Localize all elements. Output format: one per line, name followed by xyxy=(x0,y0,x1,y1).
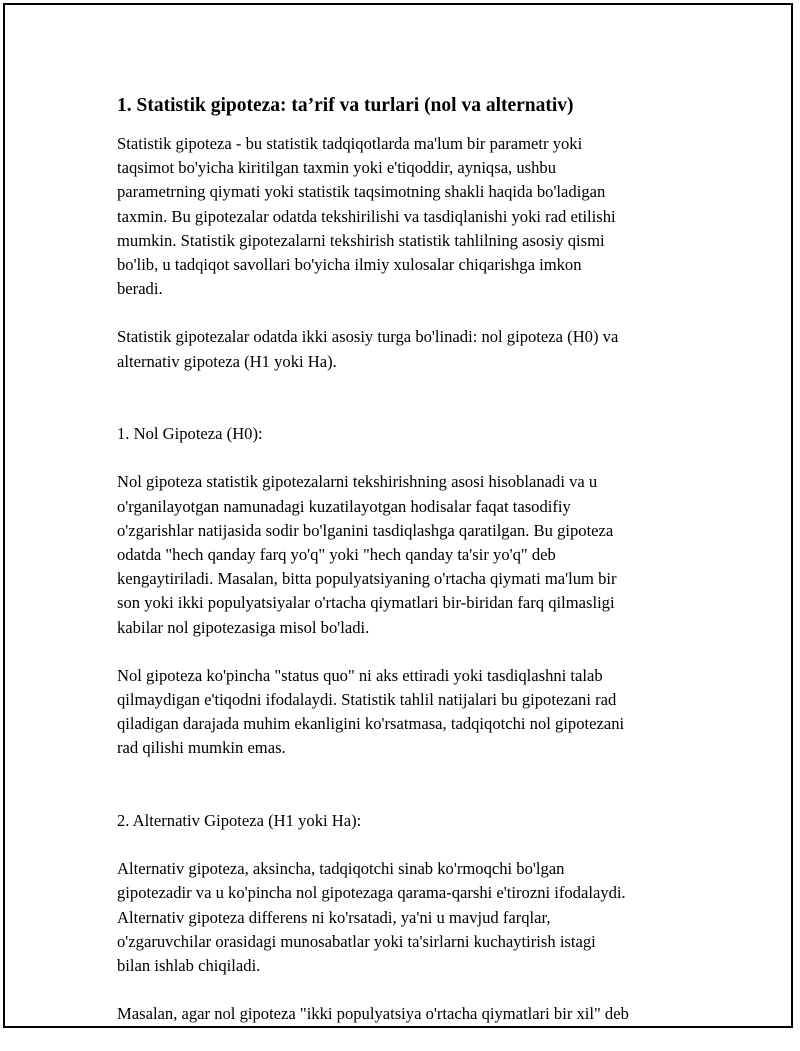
null-hypothesis-section xyxy=(117,398,697,640)
section-title: 1. Statistik gipoteza: ta’rif va turlari (nol va alternativ) xyxy=(117,95,574,116)
status-quo-paragraph: Nol gipoteza ko'pincha "status quo" ni aks ettiradi yoki tasdiqlashni talab qilmaydigan e'tiqodni ifodalaydi. Statistik tahlil natijalari bu gipotezani rad qiladigan darajada muhim ekanligini ko'rsatmasa, tadqiqotchi nol gipotezani rad qilishi mumkin emas. xyxy=(117,665,625,758)
alternative-hypothesis-heading: 2. Alternativ Gipoteza (H1 yoki Ha): xyxy=(117,810,362,830)
null-hypothesis-body: Nol gipoteza statistik gipotezalarni tekshirishning asosi hisoblanadi va u o'rganilayotgan namunadagi kuzatilayotgan hodisalar faqat tasodifiy o'zgarishlar natijasida sodir bo'lganini tasdiqlashga qaratilgan. Bu gipoteza odatda "hech qanday farq yo'q" yoki "hech qanday ta'sir yo'q" deb kengaytiriladi. Masalan, bitta populyatsiyaning o'rtacha qiymati ma'lum bir son yoki ikki populyatsiyalar o'rtacha qiymatlari bir-biridan farq qilmasligi kabilar nol gipotezasiga misol bo'ladi. xyxy=(117,472,617,637)
alternative-hypothesis-body: Alternativ gipoteza, aksincha, tadqiqotchi sinab ko'rmoqchi bo'lgan gipotezadir va u ko'pincha nol gipotezaga qarama-qarshi e'tirozni ifodalaydi. Alternativ gipoteza differens ni ko'rsatadi, ya'ni u mavjud farqlar, o'zgaruvchilar orasidagi munosabatlar yoki ta'sirlarni kuchaytirish istagi bilan ishlab chiqiladi. xyxy=(117,859,626,976)
alternative-hypothesis-section xyxy=(117,785,697,979)
document-body xyxy=(117,92,697,1051)
null-hypothesis-heading: 1. Nol Gipoteza (H0): xyxy=(117,424,263,444)
types-paragraph: Statistik gipotezalar odatda ikki asosiy turga bo'linadi: nol gipoteza (H0) va alternativ gipoteza (H1 yoki Ha). xyxy=(117,327,619,371)
definition-paragraph: Statistik gipoteza - bu statistik tadqiqotlarda ma'lum bir parametr yoki taqsimot bo'yicha kiritilgan taxmin yoki e'tiqoddir, ayniqsa, ushbu parametrning qiymati yoki statistik taqsimotning shakli haqida bo'ladigan taxmin. Bu gipotezalar odatda tekshirilishi va tasdiqlanishi yoki rad etilishi mumkin. Statistik gipotezalarni tekshirish statistik tahlilning asosiy qismi bo'lib, u tadqiqot savollari bo'yicha ilmiy xulosalar chiqarishga imkon beradi. xyxy=(117,134,616,299)
example-paragraph: Masalan, agar nol gipoteza "ikki populyatsiya o'rtacha qiymatlari bir xil" deb xyxy=(117,1004,629,1024)
